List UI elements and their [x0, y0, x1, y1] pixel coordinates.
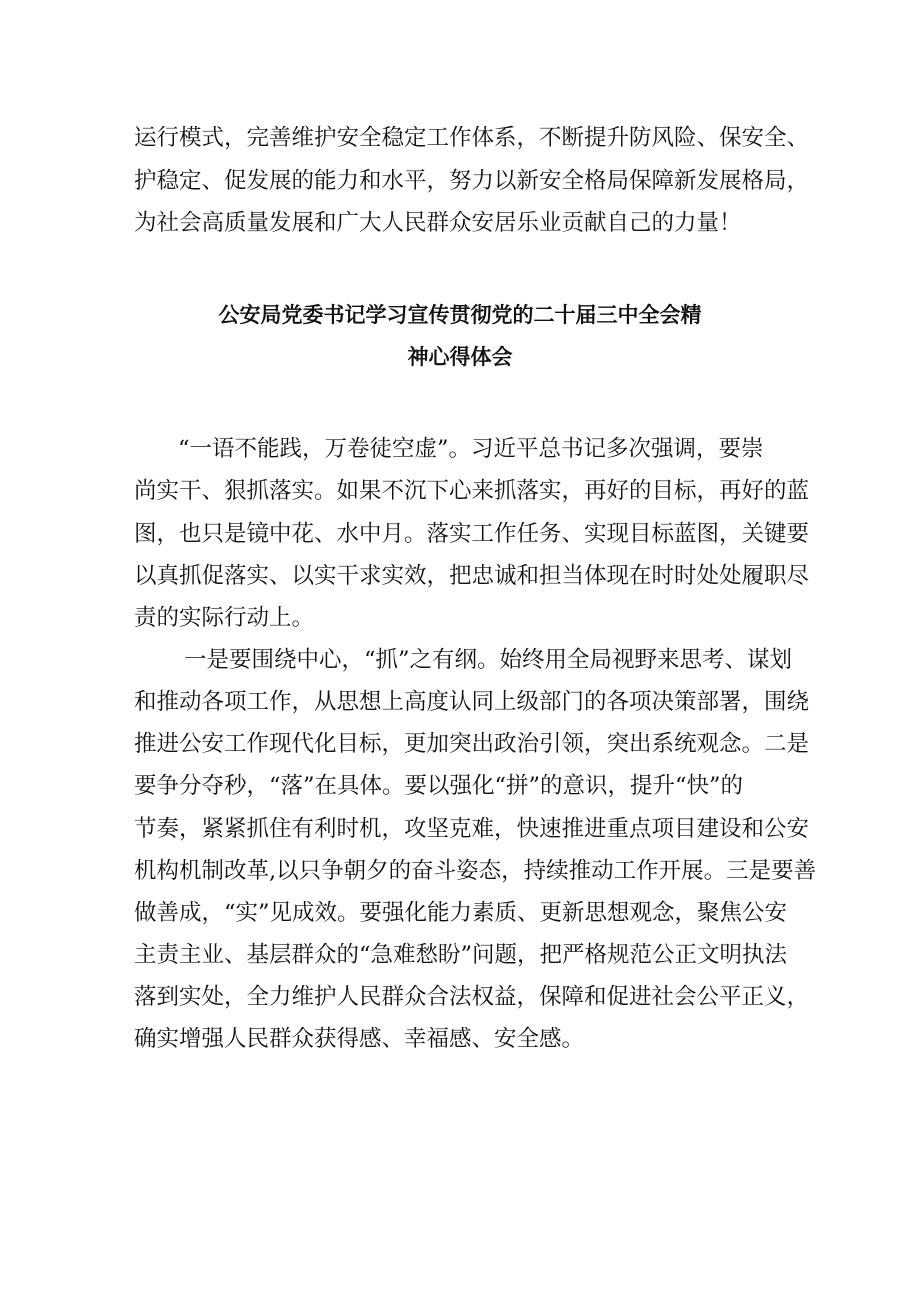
- article-title-line: 公安局党委书记学习宣传贯彻党的二十届三中全会精: [218, 302, 702, 327]
- text-line: 运行模式，完善维护安全稳定工作体系，不断提升防风险、保安全、: [134, 125, 810, 151]
- text-line: 一是要围绕中心，“抓”之有纲。始终用全局视野来思考、谋划: [184, 647, 793, 673]
- text-line: 主责主业、基层群众的“急难愁盼”问题，把严格规范公正文明执法: [134, 942, 788, 968]
- text-line: 落到实处，全力维护人民群众合法权益，保障和促进社会公平正义，: [134, 984, 810, 1010]
- text-line: 和推动各项工作，从思想上高度认同上级部门的各项决策部署，围绕: [134, 689, 810, 715]
- text-line: 图，也只是镜中花、水中月。落实工作任务、实现目标蓝图，关键要: [134, 521, 810, 547]
- text-line: 节奏，紧紧抓住有利时机，攻坚克难，快速推进重点项目建设和公安: [134, 816, 810, 842]
- text-line: 要争分夺秒，“落”在具体。要以强化“拼”的意识，提升“快”的: [134, 773, 744, 799]
- text-line: 做善成，“实”见成效。要强化能力素质、更新思想观念，聚焦公安: [134, 900, 788, 926]
- text-line: 机构机制改革,以只争朝夕的奋斗姿态，持续推动工作开展。三是要善: [134, 858, 817, 884]
- article-title-line: 神心得体会: [407, 344, 513, 369]
- text-line: 确实增强人民群众获得感、幸福感、安全感。: [134, 1026, 585, 1052]
- text-line: “一语不能践，万卷徒空虚”。习近平总书记多次强调，要崇: [178, 436, 764, 462]
- text-line: 推进公安工作现代化目标，更加突出政治引领，突出系统观念。二是: [134, 731, 810, 757]
- text-line: 为社会高质量发展和广大人民群众安居乐业贡献自己的力量！: [134, 210, 742, 236]
- text-line: 尚实干、狠抓落实。如果不沉下心来抓落实，再好的目标，再好的蓝: [134, 478, 810, 504]
- text-line: 护稳定、促发展的能力和水平，努力以新安全格局保障新发展格局，: [134, 168, 810, 194]
- text-line: 以真抓促落实、以实干求实效，把忠诚和担当体现在时时处处履职尽: [134, 563, 810, 589]
- text-line: 责的实际行动上。: [134, 605, 315, 631]
